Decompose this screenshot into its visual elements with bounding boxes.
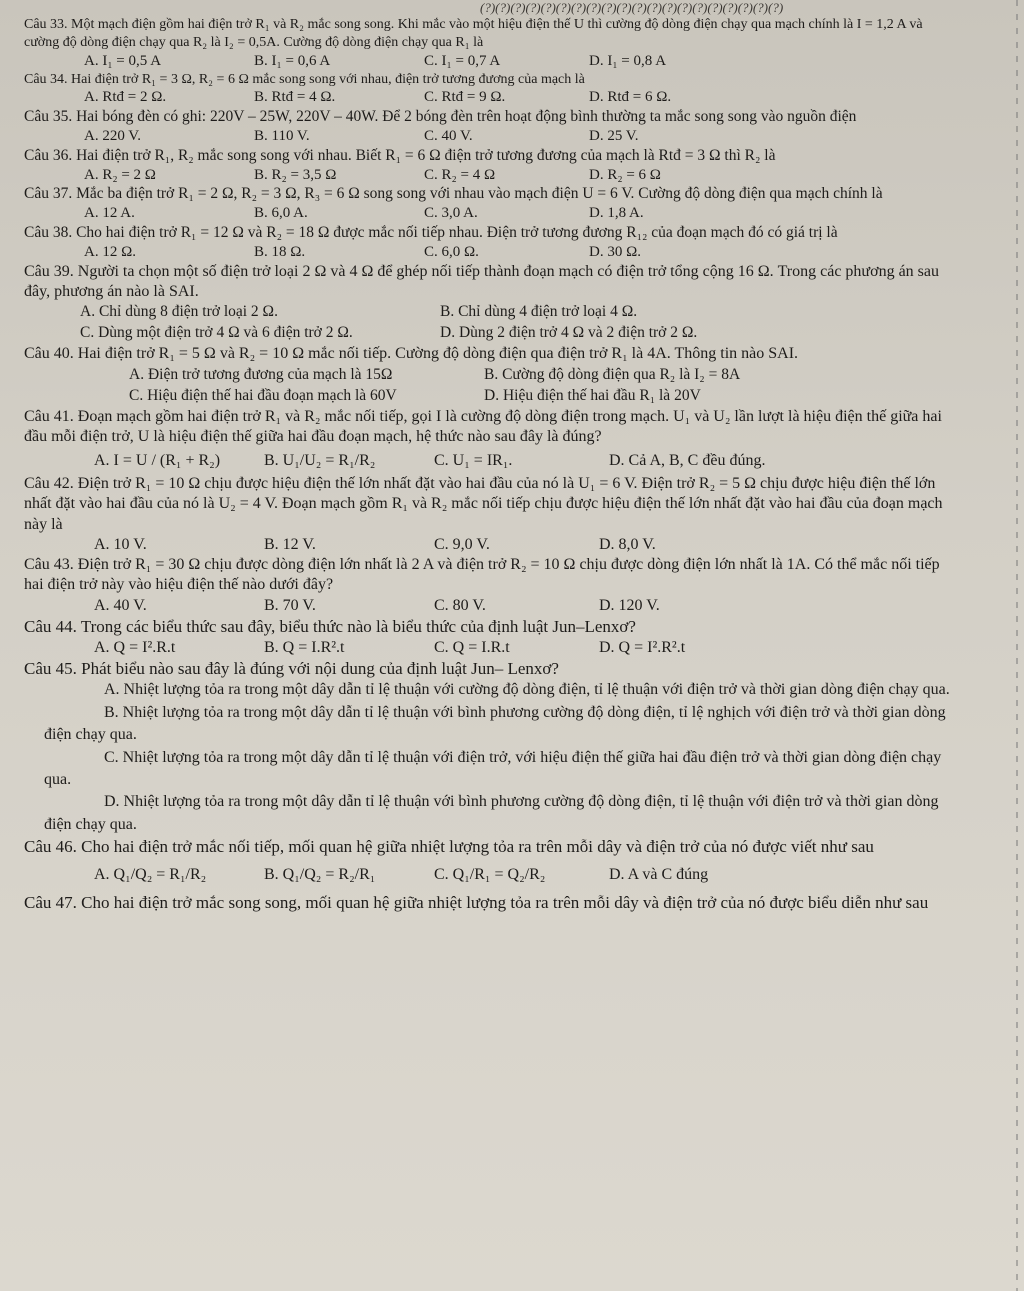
question-text: Câu 34. Hai điện trở R₁ = 3 Ω, R₂ = 6 Ω mắc song song với nhau, điện trở tương đương của mạch là <box>24 71 585 87</box>
question-36 <box>24 146 952 185</box>
option-d[interactable]: D. Cả A, B, C đều đúng. <box>609 451 766 469</box>
option-b[interactable]: B. 70 V. <box>264 596 316 614</box>
option-d[interactable]: D. 25 V. <box>589 128 639 145</box>
option-a[interactable]: A. 10 V. <box>94 535 147 553</box>
question-text: Câu 44. Trong các biểu thức sau đây, biểu thức nào là biểu thức của định luật Jun–Lenxơ? <box>24 616 636 636</box>
question-text: Câu 46. Cho hai điện trở mắc nối tiếp, mối quan hệ giữa nhiệt lượng tỏa ra trên mỗi dây và điện trở của nó được viết như sau <box>24 837 874 857</box>
question-33 <box>24 16 952 71</box>
option-a[interactable]: A. R₂ = 2 Ω <box>84 166 156 183</box>
options <box>24 596 952 616</box>
option-b[interactable]: B. U₁/U₂ = R₁/R₂ <box>264 451 376 469</box>
option-d[interactable]: D. Nhiệt lượng tỏa ra trong một dây dẫn tỉ lệ thuận với bình phương cường độ dòng điện, tỉ lệ thuận với điện trở và thời gian dòng điện chạy qua. <box>44 793 939 833</box>
option-b[interactable]: B. I₁ = 0,6 A <box>254 52 331 69</box>
option-b[interactable]: B. R₂ = 3,5 Ω <box>254 166 337 183</box>
options <box>24 302 952 344</box>
option-a[interactable]: A. 40 V. <box>94 596 147 614</box>
option-c[interactable]: C. Nhiệt lượng tỏa ra trong một dây dẫn tỉ lệ thuận với điện trở, với hiệu điện thế giữa hai đầu điện trở và thời gian dòng điện chạy qua. <box>44 748 942 788</box>
question-35 <box>24 107 952 146</box>
option-a[interactable]: A. Q = I².R.t <box>94 638 176 656</box>
option-b[interactable]: B. 110 V. <box>254 128 310 145</box>
options <box>24 127 952 146</box>
option-c[interactable]: C. Q = I.R.t <box>434 638 510 656</box>
option-b[interactable]: B. 6,0 A. <box>254 205 308 222</box>
header-note: (?)(?)(?)(?)(?)(?)(?)(?)(?)(?)(?)(?)(?)(?)(?)(?)(?)(?)(?)(?) <box>480 0 784 15</box>
question-39 <box>24 262 952 345</box>
option-c[interactable]: C. Q₁/R₁ = Q₂/R₂ <box>434 865 546 883</box>
option-b[interactable]: B. Cường độ dòng điện qua R₂ là I₂ = 8A <box>484 365 741 383</box>
option-d[interactable]: D. I₁ = 0,8 A <box>589 52 667 69</box>
question-text: Câu 33. Một mạch điện gồm hai điện trở R₁ và R₂ mắc song song. Khi mắc vào một hiệu điện thế U thì cường độ dòng điện chạy qua mạch chính là I = 1,2 A và cường độ dòng điện chạy qua R₂ là I₂ = 0,5A. Cường độ dòng điện chạy qua R₁ là <box>24 17 923 50</box>
option-c[interactable]: C. 40 V. <box>424 128 473 145</box>
options <box>24 243 952 262</box>
question-text: Câu 35. Hai bóng đèn có ghi: 220V – 25W, 220V – 40W. Để 2 bóng đèn trên hoạt động bình thường ta mắc song song vào nguồn điện <box>24 108 857 126</box>
option-d[interactable]: D. 1,8 A. <box>589 205 644 222</box>
option-b[interactable]: B. Nhiệt lượng tỏa ra trong một dây dẫn tỉ lệ thuận với bình phương cường độ dòng điện, tỉ lệ nghịch với điện trở và thời gian dòng điện chạy qua. <box>44 703 946 744</box>
question-text: Câu 47. Cho hai điện trở mắc song song, mối quan hệ giữa nhiệt lượng tỏa ra trên mỗi dây và điện trở của nó được biểu diễn như sau <box>24 892 929 912</box>
question-38 <box>24 223 952 262</box>
question-45 <box>24 658 952 836</box>
option-a[interactable]: A. Điện trở tương đương của mạch là 15Ω <box>129 365 393 383</box>
option-c[interactable]: C. Rtđ = 9 Ω. <box>424 89 506 106</box>
question-text: Câu 42. Điện trở R₁ = 10 Ω chịu được hiệu điện thế lớn nhất đặt vào hai đầu của nó là U₁ = 6 V. Điện trở R₂ = 5 Ω chịu được hiệu điện thế lớn nhất đặt vào hai đầu của nó là U₂ = 4 V. Đoạn mạch gồm R₁ và R₂ mắc nối tiếp chịu được hiệu điện thế lớn nhất đặt vào hai đầu của đoạn mạch này là <box>24 474 943 533</box>
option-d[interactable]: D. Hiệu điện thế hai đầu R₁ là 20V <box>484 386 701 404</box>
option-a[interactable]: A. Chỉ dùng 8 điện trở loại 2 Ω. <box>80 303 278 321</box>
option-d[interactable]: D. Dùng 2 điện trở 4 Ω và 2 điện trở 2 Ω. <box>440 324 698 342</box>
option-c[interactable]: C. Dùng một điện trở 4 Ω và 6 điện trở 2 Ω. <box>80 324 353 342</box>
question-text: Câu 38. Cho hai điện trở R₁ = 12 Ω và R₂ = 18 Ω được mắc nối tiếp nhau. Điện trở tương đương R₁₂ của đoạn mạch đó có giá trị là <box>24 223 838 241</box>
option-c[interactable]: C. 9,0 V. <box>434 535 490 553</box>
options <box>24 88 952 107</box>
option-b[interactable]: B. Chỉ dùng 4 điện trở loại 4 Ω. <box>440 303 638 321</box>
question-40 <box>24 344 952 406</box>
option-c[interactable]: C. R₂ = 4 Ω <box>424 166 496 183</box>
option-c[interactable]: C. 6,0 Ω. <box>424 243 479 260</box>
question-37 <box>24 184 952 223</box>
option-c[interactable]: C. U₁ = IR₁. <box>434 451 513 469</box>
question-41 <box>24 407 952 470</box>
options <box>24 166 952 185</box>
option-d[interactable]: D. Rtđ = 6 Ω. <box>589 89 672 106</box>
question-34 <box>24 71 952 108</box>
question-text: Câu 43. Điện trở R₁ = 30 Ω chịu được dòng điện lớn nhất là 2 A và điện trở R₂ = 10 Ω chịu được dòng điện lớn nhất là 1A. Có thể mắc nối tiếp hai điện trở này vào hiệu điện thế nào dưới đây? <box>24 555 940 594</box>
option-c[interactable]: C. Hiệu điện thế hai đầu đoạn mạch là 60V <box>129 386 397 404</box>
option-a[interactable]: A. 12 Ω. <box>84 243 136 260</box>
option-c[interactable]: C. I₁ = 0,7 A <box>424 52 501 69</box>
question-text: Câu 40. Hai điện trở R₁ = 5 Ω và R₂ = 10 Ω mắc nối tiếp. Cường độ dòng điện qua điện trở R₁ là 4A. Thông tin nào SAI. <box>24 345 799 363</box>
option-d[interactable]: D. R₂ = 6 Ω <box>589 166 661 183</box>
options <box>24 204 952 223</box>
question-text: Câu 41. Đoạn mạch gồm hai điện trở R₁ và R₂ mắc nối tiếp, gọi I là cường độ dòng điện trong mạch. U₁ và U₂ lần lượt là hiệu điện thế giữa hai đầu mỗi điện trở, U là hiệu điện thế giữa hai đầu đoạn mạch, hệ thức nào sau đây là đúng? <box>24 407 942 446</box>
question-text: Câu 37. Mắc ba điện trở R₁ = 2 Ω, R₂ = 3 Ω, R₃ = 6 Ω song song với nhau vào mạch điện U = 6 V. Cường độ dòng điện qua mạch chính là <box>24 185 883 203</box>
options <box>24 535 952 555</box>
option-a[interactable]: A. 220 V. <box>84 128 141 145</box>
option-b[interactable]: B. Q = I.R².t <box>264 638 345 656</box>
question-list <box>24 8 952 914</box>
question-43 <box>24 555 952 616</box>
option-b[interactable]: B. 12 V. <box>264 535 316 553</box>
question-47 <box>24 892 952 914</box>
option-a[interactable]: A. Q₁/Q₂ = R₁/R₂ <box>94 865 207 883</box>
option-a[interactable]: A. 12 A. <box>84 205 135 222</box>
option-d[interactable]: D. A và C đúng <box>609 865 709 883</box>
option-d[interactable]: D. 30 Ω. <box>589 243 641 260</box>
option-a[interactable]: A. Nhiệt lượng tỏa ra trong một dây dẫn tỉ lệ thuận với cường độ dòng điện, tỉ lệ thuận với điện trở và thời gian dòng điện chạy qua. <box>104 681 950 699</box>
options <box>24 679 952 836</box>
options <box>24 365 952 407</box>
question-46 <box>24 836 952 884</box>
question-44 <box>24 616 952 658</box>
option-d[interactable]: D. 8,0 V. <box>599 535 656 553</box>
option-a[interactable]: A. I = U / (R₁ + R₂) <box>94 451 221 469</box>
question-text: Câu 45. Phát biểu nào sau đây là đúng với nội dung của định luật Jun– Lenxơ? <box>24 658 559 678</box>
option-c[interactable]: C. 3,0 A. <box>424 205 478 222</box>
option-b[interactable]: B. 18 Ω. <box>254 243 306 260</box>
question-text: Câu 36. Hai điện trở R₁, R₂ mắc song song với nhau. Biết R₁ = 6 Ω điện trở tương đương của mạch là Rtđ = 3 Ω thì R₂ là <box>24 146 776 164</box>
options <box>24 52 952 71</box>
option-b[interactable]: B. Rtđ = 4 Ω. <box>254 89 336 106</box>
question-42 <box>24 474 952 555</box>
option-a[interactable]: A. Rtđ = 2 Ω. <box>84 89 167 106</box>
option-b[interactable]: B. Q₁/Q₂ = R₂/R₁ <box>264 865 376 883</box>
options <box>24 452 952 470</box>
option-d[interactable]: D. Q = I².R².t <box>599 638 686 656</box>
option-d[interactable]: D. 120 V. <box>599 596 660 614</box>
options <box>24 638 952 658</box>
question-text: Câu 39. Người ta chọn một số điện trở loại 2 Ω và 4 Ω để ghép nối tiếp thành đoạn mạch có điện trở tổng cộng 16 Ω. Trong các phương án sau đây, phương án nào là SAI. <box>24 262 939 300</box>
options <box>24 866 952 884</box>
option-c[interactable]: C. 80 V. <box>434 596 486 614</box>
page-edge-dashes <box>1016 0 1018 1291</box>
option-a[interactable]: A. I₁ = 0,5 A <box>84 52 162 69</box>
